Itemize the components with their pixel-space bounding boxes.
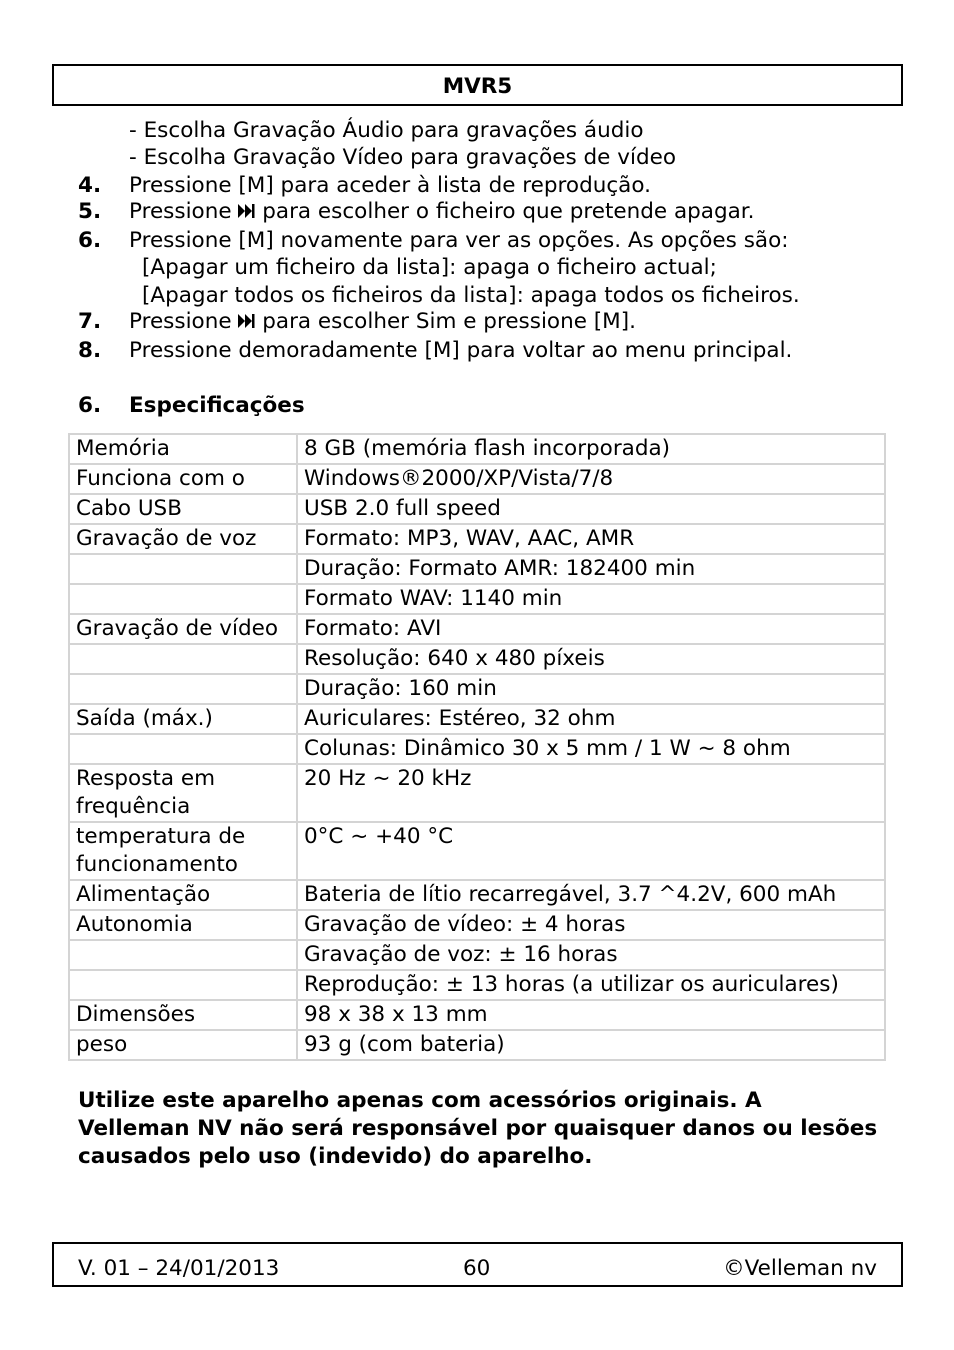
table-row bbox=[69, 940, 885, 970]
table-row bbox=[69, 494, 885, 524]
spec-value-cell: Auriculares: Estéreo, 32 ohm bbox=[297, 704, 885, 734]
spec-value-cell: Formato: MP3, WAV, AAC, AMR bbox=[297, 524, 885, 554]
page-footer bbox=[52, 1242, 903, 1287]
spec-value-cell: Duração: 160 min bbox=[297, 674, 885, 704]
step-number: 4. bbox=[78, 173, 102, 198]
step-text bbox=[129, 201, 754, 223]
page-header bbox=[52, 64, 903, 106]
spec-label-cell: Dimensões bbox=[69, 1000, 297, 1030]
step-text-after: para escolher Sim e pressione [M]. bbox=[262, 309, 636, 334]
table-row bbox=[69, 880, 885, 910]
spec-label-cell: Resposta em frequência bbox=[69, 764, 297, 822]
table-row bbox=[69, 674, 885, 704]
step-number: 6. bbox=[78, 228, 102, 253]
step-text bbox=[129, 311, 636, 333]
spec-label-cell bbox=[69, 644, 297, 674]
specifications-table bbox=[68, 433, 886, 1061]
section-title: Especificações bbox=[129, 393, 305, 418]
step-text-before: Pressione bbox=[129, 309, 232, 334]
spec-label-cell: Saída (máx.) bbox=[69, 704, 297, 734]
spec-label-cell bbox=[69, 584, 297, 614]
option-text: [Apagar um ficheiro da lista]: apaga o ficheiro actual; bbox=[142, 255, 717, 280]
spec-value-cell: Colunas: Dinâmico 30 x 5 mm / 1 W ~ 8 ohm bbox=[297, 734, 885, 764]
table-row bbox=[69, 464, 885, 494]
section-number: 6. bbox=[78, 393, 102, 418]
spec-value-cell: 8 GB (memória flash incorporada) bbox=[297, 434, 885, 464]
table-row bbox=[69, 704, 885, 734]
warning-text: Utilize este aparelho apenas com acessórios originais. A Velleman NV não será responsável por quaisquer danos ou lesões causados pelo uso (indevido) do aparelho. bbox=[78, 1088, 878, 1169]
step-number: 7. bbox=[78, 309, 102, 334]
spec-label-cell: Memória bbox=[69, 434, 297, 464]
spec-label-cell: Autonomia bbox=[69, 910, 297, 940]
spec-label-cell: Gravação de voz bbox=[69, 524, 297, 554]
spec-value-cell: Gravação de voz: ± 16 horas bbox=[297, 940, 885, 970]
spec-value-cell: Formato WAV: 1140 min bbox=[297, 584, 885, 614]
step-number: 8. bbox=[78, 338, 102, 363]
list-item: - Escolha Gravação Áudio para gravações áudio bbox=[129, 118, 644, 143]
spec-label-cell: Alimentação bbox=[69, 880, 297, 910]
spec-value-cell: Windows®2000/XP/Vista/7/8 bbox=[297, 464, 885, 494]
next-track-icon bbox=[238, 314, 255, 328]
copyright-label: ©Velleman nv bbox=[723, 1256, 877, 1281]
spec-value-cell: 0°C ~ +40 °C bbox=[297, 822, 885, 880]
table-row bbox=[69, 822, 885, 880]
version-label: V. 01 – 24/01/2013 bbox=[78, 1256, 280, 1281]
table-row bbox=[69, 1000, 885, 1030]
list-item: - Escolha Gravação Vídeo para gravações de vídeo bbox=[129, 145, 676, 170]
spec-label-cell: peso bbox=[69, 1030, 297, 1060]
spec-value-cell: Reprodução: ± 13 horas (a utilizar os auriculares) bbox=[297, 970, 885, 1000]
table-row bbox=[69, 910, 885, 940]
spec-value-cell: 93 g (com bateria) bbox=[297, 1030, 885, 1060]
spec-label-cell bbox=[69, 970, 297, 1000]
spec-value-cell: Bateria de lítio recarregável, 3.7 ^4.2V, 600 mAh bbox=[297, 880, 885, 910]
table-row bbox=[69, 554, 885, 584]
option-text: [Apagar todos os ficheiros da lista]: apaga todos os ficheiros. bbox=[142, 283, 800, 308]
table-row bbox=[69, 614, 885, 644]
table-row bbox=[69, 434, 885, 464]
step-text: Pressione [M] para aceder à lista de reprodução. bbox=[129, 173, 651, 198]
page-number: 60 bbox=[463, 1256, 491, 1281]
table-row bbox=[69, 1030, 885, 1060]
spec-label-cell bbox=[69, 554, 297, 584]
spec-value-cell: Duração: Formato AMR: 182400 min bbox=[297, 554, 885, 584]
spec-value-cell: 20 Hz ~ 20 kHz bbox=[297, 764, 885, 822]
spec-value-cell: Resolução: 640 x 480 píxeis bbox=[297, 644, 885, 674]
table-row bbox=[69, 764, 885, 822]
document-title: MVR5 bbox=[442, 74, 513, 99]
spec-label-cell: Funciona com o bbox=[69, 464, 297, 494]
spec-label-cell: temperatura de funcionamento bbox=[69, 822, 297, 880]
table-row bbox=[69, 644, 885, 674]
spec-label-cell: Gravação de vídeo bbox=[69, 614, 297, 644]
spec-label-cell bbox=[69, 674, 297, 704]
spec-label-cell bbox=[69, 940, 297, 970]
spec-label-cell bbox=[69, 734, 297, 764]
step-text-before: Pressione bbox=[129, 199, 232, 224]
step-number: 5. bbox=[78, 199, 102, 224]
step-text: Pressione [M] novamente para ver as opções. As opções são: bbox=[129, 228, 789, 253]
step-text: Pressione demoradamente [M] para voltar ao menu principal. bbox=[129, 338, 793, 363]
spec-value-cell: 98 x 38 x 13 mm bbox=[297, 1000, 885, 1030]
spec-label-cell: Cabo USB bbox=[69, 494, 297, 524]
step-text-after: para escolher o ficheiro que pretende apagar. bbox=[262, 199, 755, 224]
next-track-icon bbox=[238, 204, 255, 218]
spec-value-cell: USB 2.0 full speed bbox=[297, 494, 885, 524]
table-row bbox=[69, 970, 885, 1000]
spec-value-cell: Gravação de vídeo: ± 4 horas bbox=[297, 910, 885, 940]
spec-value-cell: Formato: AVI bbox=[297, 614, 885, 644]
table-row bbox=[69, 734, 885, 764]
table-row bbox=[69, 524, 885, 554]
table-row bbox=[69, 584, 885, 614]
